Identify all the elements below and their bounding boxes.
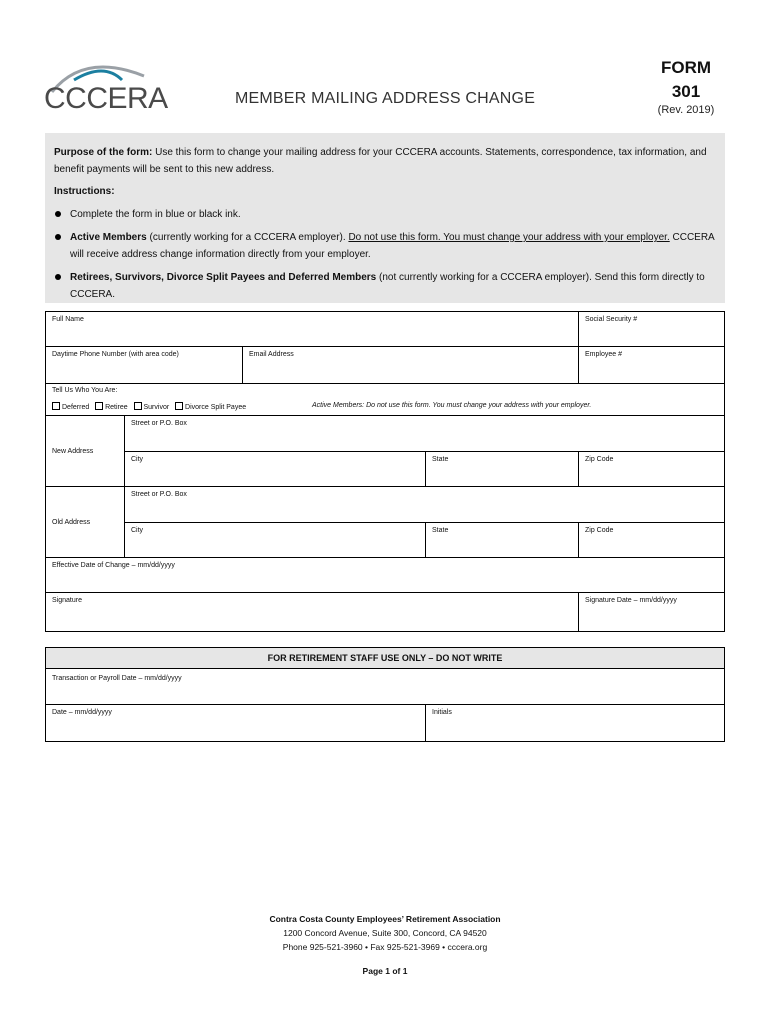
full-name-label: Full Name [52, 316, 84, 323]
old-city-field[interactable] [124, 522, 426, 558]
bullet-2-tail: CCCERA will receive address change information directly from your employer. [70, 232, 715, 260]
new-zip-label: Zip Code [585, 456, 614, 463]
new-state-field[interactable] [425, 451, 579, 487]
logo-text: CCCERA [44, 82, 168, 115]
purpose-label: Purpose of the form: [54, 147, 153, 158]
email-field[interactable] [242, 346, 579, 384]
deferred-checkbox[interactable] [52, 402, 60, 410]
initials-label: Initials [432, 709, 452, 716]
footer-address: 1200 Concord Avenue, Suite 300, Concord, CA 94520 [283, 928, 487, 938]
form-label: FORM [660, 58, 712, 77]
staff-date-label: Date – mm/dd/yyyy [52, 709, 112, 716]
form-revision: (Rev. 2019) [657, 104, 715, 116]
new-city-label: City [131, 456, 144, 463]
signature-date-label: Signature Date – mm/dd/yyyy [585, 597, 677, 604]
old-state-field[interactable] [425, 522, 579, 558]
old-state-label: State [432, 527, 449, 534]
bullet-3-text: (not currently working for a CCCERA employer). Send this form directly to CCCERA. [70, 272, 705, 300]
instruction-bullet-1 [54, 206, 716, 223]
form-title: MEMBER MAILING ADDRESS CHANGE [235, 90, 536, 107]
old-address-section [45, 486, 125, 558]
tell-us-label: Tell Us Who You Are: [52, 387, 118, 394]
employee-label: Employee # [585, 351, 622, 358]
form-number-value: 301 [671, 82, 701, 101]
purpose-paragraph [54, 144, 716, 178]
divorce-label: Divorce Split Payee [185, 404, 247, 411]
bullet-icon [55, 274, 61, 280]
instruction-bullet-2 [54, 229, 716, 263]
retiree-checkbox[interactable] [95, 402, 103, 410]
staff-use-header: FOR RETIREMENT STAFF USE ONLY – DO NOT WRITE [46, 648, 724, 669]
new-zip-field[interactable] [578, 451, 725, 487]
page-number: Page 1 of 1 [362, 966, 408, 976]
effective-date-label: Effective Date of Change – mm/dd/yyyy [52, 562, 175, 569]
bullet-icon [55, 211, 61, 217]
old-zip-label: Zip Code [585, 527, 614, 534]
divorce-checkbox[interactable] [175, 402, 183, 410]
old-address-label: Old Address [52, 519, 91, 526]
new-city-field[interactable] [124, 451, 426, 487]
signature-field[interactable] [45, 592, 579, 632]
initials-field [425, 704, 725, 742]
new-address-section [45, 415, 125, 487]
deferred-label: Deferred [62, 404, 90, 411]
retiree-label: Retiree [105, 404, 128, 411]
cccera-logo [44, 58, 174, 120]
old-street-label: Street or P.O. Box [131, 491, 187, 498]
survivor-label: Survivor [143, 404, 170, 411]
footer-org: Contra Costa County Employees’ Retirement Association [269, 914, 501, 924]
staff-date-field [45, 704, 426, 742]
old-zip-field[interactable] [578, 522, 725, 558]
survivor-checkbox[interactable] [134, 402, 142, 410]
effective-date-field[interactable] [45, 557, 725, 593]
purpose-text: Use this form to change your mailing address for your CCCERA accounts. Statements, correspondence, tax information, and benefit payments will be sent to this new address. [54, 147, 707, 175]
transaction-date-label: Transaction or Payroll Date – mm/dd/yyyy [52, 675, 182, 682]
ssn-label: Social Security # [585, 316, 638, 323]
instructions-label: Instructions: [54, 186, 115, 197]
form-number [650, 56, 722, 104]
bullet-2-underline: Do not use this form. You must change your address with your employer. [348, 232, 670, 243]
email-label: Email Address [249, 351, 294, 358]
phone-field[interactable] [45, 346, 243, 384]
survivor-option[interactable] [134, 404, 170, 411]
deferred-option[interactable] [52, 404, 89, 411]
active-members-note: Active Members: Do not use this form. You must change your address with your employer. [312, 402, 592, 409]
member-type-options [52, 402, 246, 411]
employee-number-field[interactable] [578, 346, 725, 384]
phone-label: Daytime Phone Number (with area code) [52, 351, 179, 358]
new-address-label: New Address [52, 448, 94, 455]
bullet-3-bold: Retirees, Survivors, Divorce Split Payees and Deferred Members [70, 272, 377, 283]
full-name-field[interactable] [45, 311, 579, 347]
new-street-field[interactable] [124, 415, 725, 452]
old-city-label: City [131, 527, 144, 534]
instruction-bullet-3 [54, 269, 716, 303]
bullet-icon [55, 234, 61, 240]
old-street-field[interactable] [124, 486, 725, 523]
bullet-2-bold: Active Members [70, 232, 147, 243]
member-type-section [45, 383, 725, 416]
purpose-box [45, 133, 725, 303]
new-state-label: State [432, 456, 449, 463]
signature-date-field[interactable] [578, 592, 725, 632]
divorce-option[interactable] [175, 404, 246, 411]
signature-label: Signature [52, 597, 82, 604]
ssn-field[interactable] [578, 311, 725, 347]
bullet-2-text: (currently working for a CCCERA employer). [149, 232, 346, 243]
transaction-date-field [45, 668, 725, 705]
new-street-label: Street or P.O. Box [131, 420, 187, 427]
bullet-1-text: Complete the form in blue or black ink. [70, 209, 241, 220]
retiree-option[interactable] [95, 404, 128, 411]
footer-contact: Phone 925-521-3960 • Fax 925-521-3969 • cccera.org [282, 942, 488, 952]
